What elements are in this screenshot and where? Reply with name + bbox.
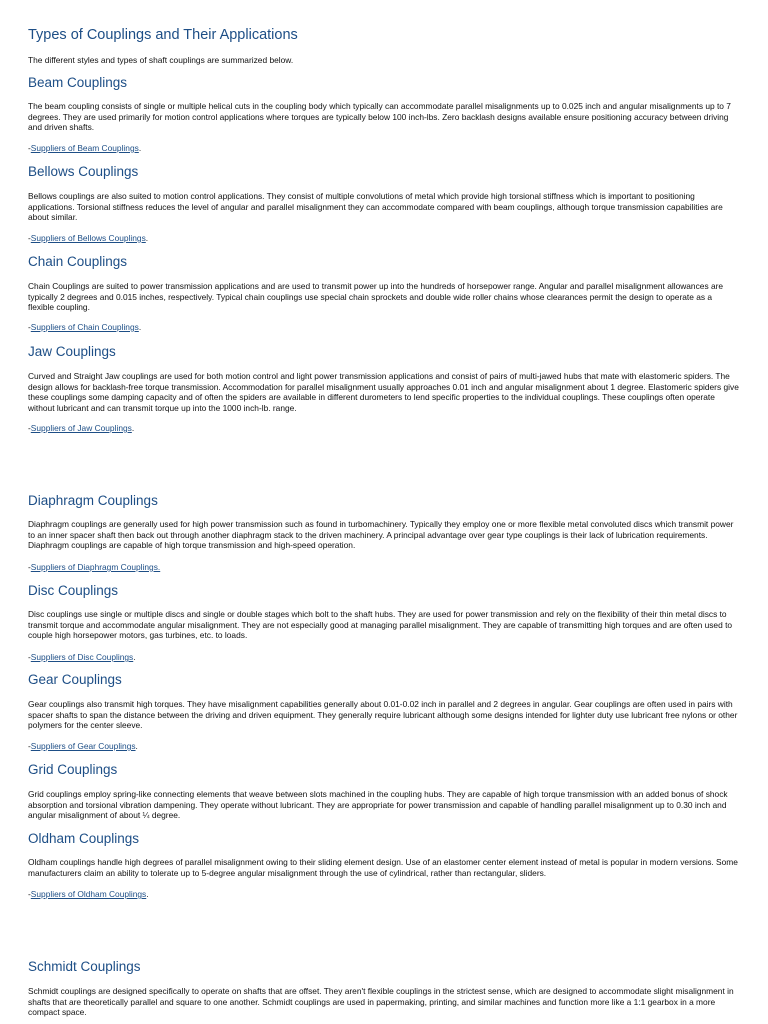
suppliers-link-disc[interactable]: Suppliers of Disc Couplings <box>30 652 134 662</box>
section-heading-bellows: Bellows Couplings <box>28 164 139 179</box>
intro-paragraph: The different styles and types of shaft couplings are summarized below. <box>28 55 294 65</box>
section-heading-grid: Grid Couplings <box>28 762 118 777</box>
section-body-oldham: Oldham couplings handle high degrees of parallel misalignment owing to their sliding element design. Use of an elastomer center element instead of metal is popular in modern versions. Some manufacturers claim an ability to tolerate up to 5-degree angular misalignment through the use of cylindrical, rather than rectangular, sliders. <box>28 857 738 878</box>
section-body-bellows: Bellows couplings are also suited to motion control applications. They consist of multiple convolutions of metal which provide high torsional stiffness which is important to positioning applications. Torsional stiffness reduces the level of angular and parallel misalignment they can accommodate compared with beam couplings, although torque transmission capabilities are about similar. <box>28 191 723 223</box>
supplier-line-chain: -Suppliers of Chain Couplings. <box>28 322 142 332</box>
suppliers-link-gear[interactable]: Suppliers of Gear Couplings <box>30 741 136 751</box>
section-body-disc: Disc couplings use single or multiple discs and single or double stages which bolt to the shaft hubs. They are used for power transmission and rely on the flexibility of their thin metal discs to transmit torque and accommodate angular misalignment. They are not especially good at managing parallel misalignment. They are capable of transmitting high torques and are often used to couple high horsepower motors, gas turbines, etc. to loads. <box>28 609 733 641</box>
section-heading-disc: Disc Couplings <box>28 583 119 598</box>
section-body-grid: Grid couplings employ spring-like connecting elements that weave between slots machined in the coupling hubs. They are capable of high torque transmission with an added bonus of shock absorption and torsional vibration dampening. They operate without lubricant. They are appropriate for power transmission and capable of handling parallel misalignment up to 0.30 inch and angular misalignment of about ¼ degree. <box>28 789 728 821</box>
section-body-beam: The beam coupling consists of single or multiple helical cuts in the coupling body which typically can accommodate parallel misalignments up to 0.025 inch and angular misalignments up to 7 degrees. They are used primarily for motion control applications where torques are typically below 100 inch-lbs. Zero backlash designs available ensure positioning accuracy between driving and driven shafts. <box>28 101 731 133</box>
suppliers-link-chain[interactable]: Suppliers of Chain Couplings <box>30 322 139 332</box>
suppliers-link-bellows[interactable]: Suppliers of Bellows Couplings <box>30 233 146 243</box>
section-heading-gear: Gear Couplings <box>28 672 122 687</box>
suppliers-link-diaphragm[interactable]: Suppliers of Diaphragm Couplings. <box>30 562 161 572</box>
section-heading-chain: Chain Couplings <box>28 254 128 269</box>
section-body-chain: Chain Couplings are suited to power transmission applications and are used to transmit power up into the hundreds of horsepower range. Angular and parallel misalignment allowances are typically 2 degrees and 0.015 inches, respectively. Typical chain couplings use special chain sprockets and double wide roller chains whose clearances permit the design to operate as a flexible coupling. <box>28 281 724 313</box>
page-title: Types of Couplings and Their Applications <box>28 27 298 43</box>
section-body-diaphragm: Diaphragm couplings are generally used for high power transmission such as found in turbomachinery. Typically they employ one or more flexible metal convoluted discs which transmit power to an inner spacer shaft then back out through another diaphragm stack to the driven machinery. A principal advantage over gear type couplings is their lack of lubrication requirements. Diaphragm couplings are capable of high torque transmission and high-speed operation. <box>28 519 734 551</box>
section-heading-oldham: Oldham Couplings <box>28 831 140 846</box>
supplier-line-oldham: -Suppliers of Oldham Couplings. <box>28 889 149 899</box>
suppliers-link-oldham[interactable]: Suppliers of Oldham Couplings <box>30 889 147 899</box>
section-heading-beam: Beam Couplings <box>28 75 128 90</box>
section-body-gear: Gear couplings also transmit high torques. They have misalignment capabilities generally about 0.01-0.02 inch in parallel and 2 degrees in angular. Gear couplings are often used in pairs with spacer shafts to span the distance between the driving and driven equipment. They generally require lubricant although some designs intended for lighter duty use lubricant free nylons or other polymers for the center sleeve. <box>28 699 738 731</box>
suppliers-link-jaw[interactable]: Suppliers of Jaw Couplings <box>30 423 132 433</box>
section-heading-schmidt: Schmidt Couplings <box>28 959 141 974</box>
section-heading-jaw: Jaw Couplings <box>28 344 116 359</box>
section-heading-diaphragm: Diaphragm Couplings <box>28 493 158 508</box>
supplier-line-disc: -Suppliers of Disc Couplings. <box>28 652 136 662</box>
supplier-line-jaw: -Suppliers of Jaw Couplings. <box>28 423 135 433</box>
supplier-line-bellows: -Suppliers of Bellows Couplings. <box>28 233 149 243</box>
supplier-line-beam: -Suppliers of Beam Couplings. <box>28 143 142 153</box>
section-body-schmidt: Schmidt couplings are designed specifically to operate on shafts that are offset. They aren't flexible couplings in the strictest sense, which are designed to accommodate slight misalignment in shafts that are theoretically parallel and square to one another. Schmidt couplings are used in papermaking, printing, and similar machines and function more like a 1:1 gearbox in a more compact space. <box>28 986 734 1018</box>
section-body-jaw: Curved and Straight Jaw couplings are used for both motion control and light power transmission applications and consist of pairs of multi-jawed hubs that mate with elastomeric spiders. The design allows for backlash-free torque transmission. Accommodation for parallel misalignment usually approaches 0.01 inch and angular misalignment about 1 degree. Elastomeric spiders give these couplings some damping capacity and of often the spiders are available in different durometers to lend specific properties to the individual couplings. These couplings often operate without lubricant and can transmit torque up into the 1000 inch-lb. range. <box>28 371 739 413</box>
supplier-line-diaphragm: -Suppliers of Diaphragm Couplings. <box>28 562 161 572</box>
suppliers-link-beam[interactable]: Suppliers of Beam Couplings <box>30 143 139 153</box>
supplier-line-gear: -Suppliers of Gear Couplings. <box>28 741 138 751</box>
